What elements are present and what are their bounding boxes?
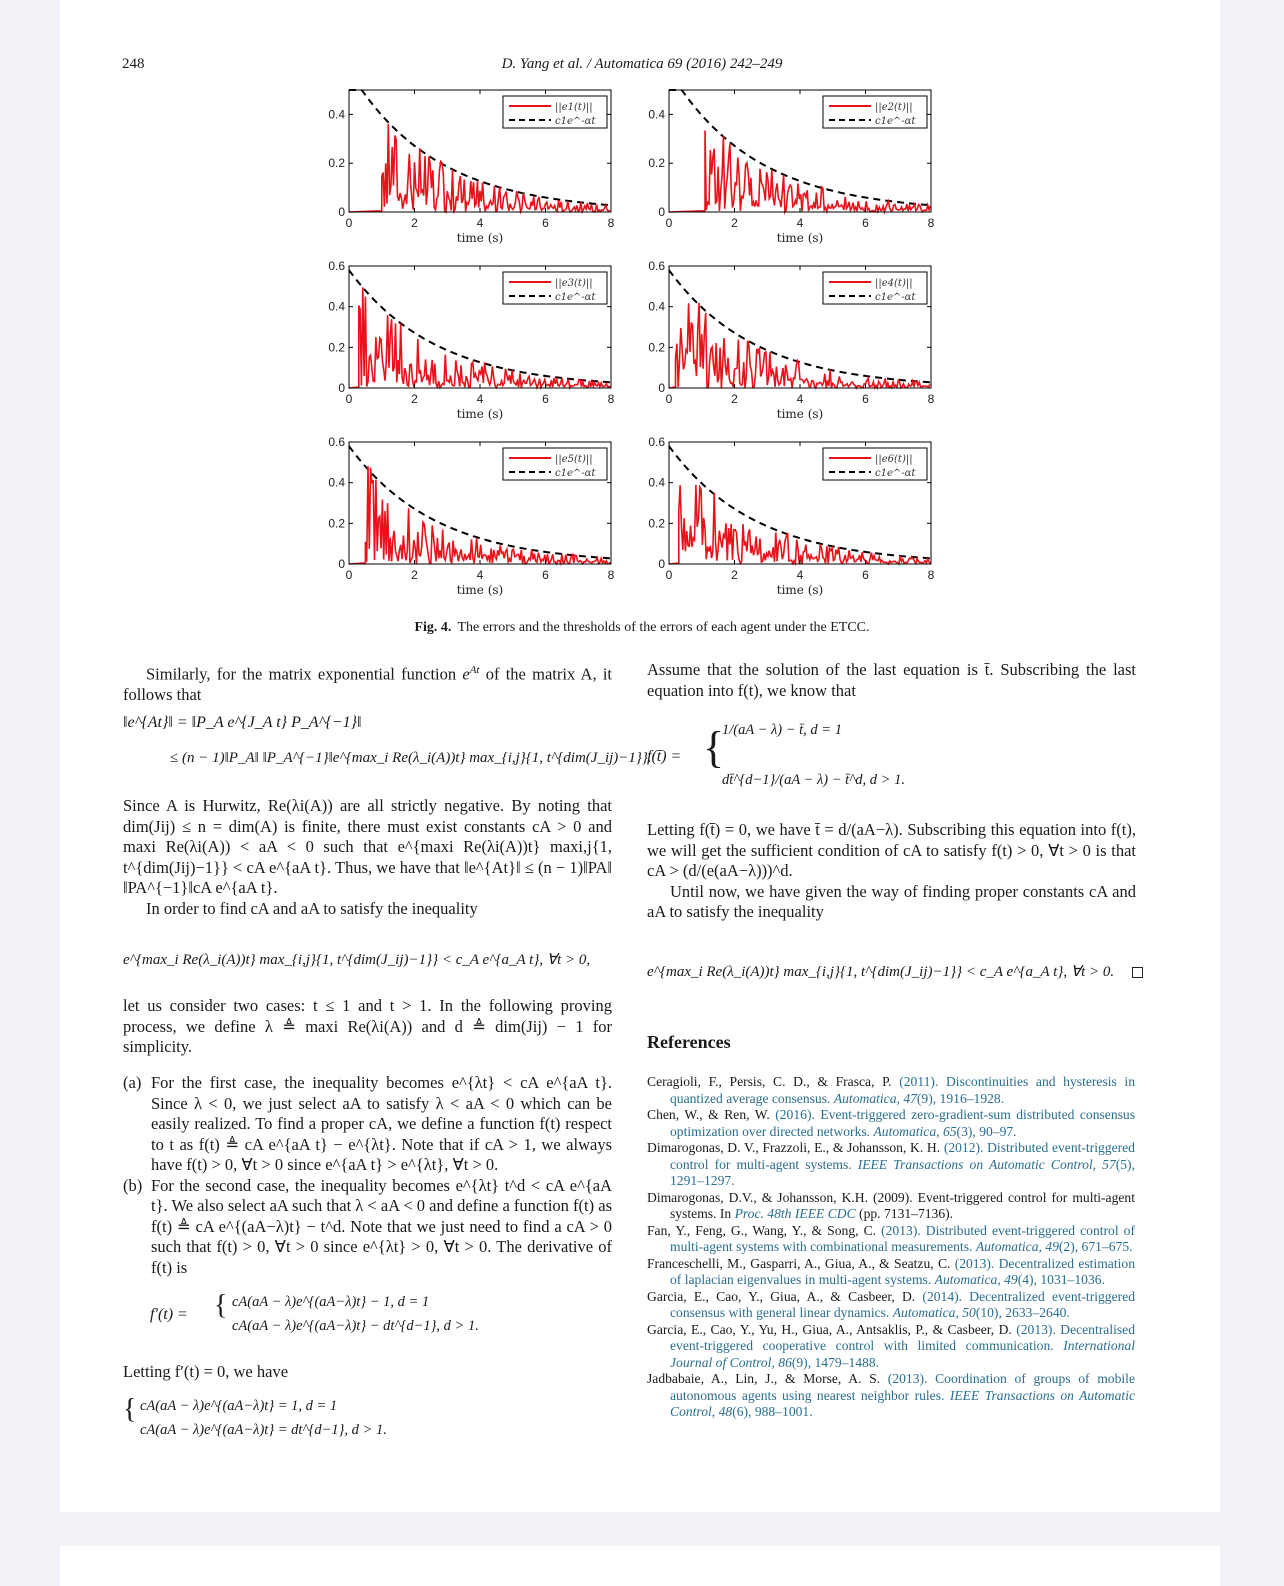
subplot-6 <box>648 435 934 597</box>
figure-caption-text: The errors and the thresholds of the errors of each agent under the ETCC. <box>457 620 870 635</box>
reference-pages: (3), 90–97. <box>956 1123 1017 1139</box>
x-tick-label: 0 <box>345 392 353 406</box>
x-tick-label: 8 <box>927 392 935 406</box>
reference-volume: 49 <box>1004 1272 1018 1287</box>
right-para-2: Letting f(t̄) = 0, we have t̄ = d/(aA−λ). Subscribing this equation into f(t), we will get the sufficient condition of cA to satisfy f(t) > 0, ∀t > 0 is that cA > (d/(e(aA−λ)))^d. Until now, we have given the way of finding proper constants cA and aA to satisfy the inequality <box>647 820 1136 921</box>
x-tick-label: 8 <box>607 568 615 582</box>
x-tick-label: 0 <box>345 216 353 230</box>
reference-link[interactable]: (2013). Coordination of groups of mobile autonomous agents using nearest neighbor rules. <box>670 1371 1135 1403</box>
x-tick-label: 2 <box>731 392 738 406</box>
legend-entry-threshold: c1e^-αt <box>875 116 916 127</box>
x-tick-label: 4 <box>476 216 484 230</box>
equation-5-row-2: dt̄^{d−1}/(aA − λ) − t̄^d, d > 1. <box>722 772 905 788</box>
reference-item <box>647 1322 1135 1372</box>
left-para-1: Similarly, for the matrix exponential function $e^{At}$ of the matrix A, it follows that <box>123 664 612 704</box>
y-tick-label: 0 <box>658 381 665 395</box>
equation-5-row-1: 1/(aA − λ) − t̄, d = 1 <box>722 722 842 738</box>
legend-entry-error: ||e1(t)|| <box>555 102 593 113</box>
x-tick-label: 8 <box>927 568 935 582</box>
equation-6: e^{max_i Re(λ_i(A))t} max_{i,j}{1, t^{dim(J_ij)−1}} < c_A e^{a_A t}, ∀t > 0. <box>647 962 1143 981</box>
x-tick-label: 0 <box>665 568 673 582</box>
reference-authors: Franceschelli, M., Gasparri, A., Giua, A., & Seatzu, C. <box>647 1255 955 1271</box>
reference-item <box>647 1107 1135 1140</box>
equation-3-row-1: cA(aA − λ)e^{(aA−λ)t} − 1, d = 1 <box>232 1294 430 1310</box>
references-heading: References <box>647 1032 731 1052</box>
case-a: (a) For the first case, the inequality becomes e^{λt} < cA e^{aA t}. Since λ < 0, we just select aA to satisfy λ < aA < 0 which can be easily realized. To find a proper cA, we define a function f(t) respect to t as f(t) ≜ cA e^{aA t} − e^{λt}. Note that if cA > 1, we always have f(t) > 0, ∀t > 0 since e^{aA t} > e^{λt}, ∀t > 0. <box>123 1073 612 1174</box>
left-para-5: Letting f′(t) = 0, we have <box>123 1362 289 1381</box>
reference-journal: Automatica, <box>975 1239 1046 1254</box>
qed-square <box>1132 967 1143 978</box>
y-tick-label: 0.2 <box>328 516 345 531</box>
reference-link[interactable]: (2012). Distributed event-triggered control for multi-agent systems. <box>670 1140 1135 1172</box>
reference-link[interactable]: (2014). Decentralized event-triggered consensus with general linear dynamics. <box>670 1288 1135 1320</box>
reference-journal: IEEE Transactions on Automatic Control, <box>857 1156 1103 1172</box>
reference-journal: Automatica, <box>873 1123 943 1139</box>
left-para-2: Since A is Hurwitz, Re(λi(A)) are all strictly negative. By noting that dim(Jij) ≤ n = dim(A) is finite, there must exist constants cA > 0 and maxi Re(λi(A)) < aA < 0 such that e^{maxi Re(λi(A))t} maxi,j{1, t^{dim(Jij)−1}} < cA e^{aA t}. Thus, we have that ‖e^{At}‖ ≤ (n − 1)‖PA‖ ‖PA^{−1}‖cA e^{aA t}. In order to find cA and aA to satisfy the inequality <box>123 796 612 918</box>
equation-4-brace: { <box>123 1394 137 1425</box>
case-list <box>123 1073 612 1278</box>
equation-2: e^{max_i Re(λ_i(A))t} max_{i,j}{1, t^{dim(J_ij)−1}} < c_A e^{a_A t}, ∀t > 0, <box>123 952 591 968</box>
reference-pages: (10), 2633–2640. <box>975 1305 1070 1320</box>
y-tick-label: 0.2 <box>648 340 665 355</box>
x-tick-label: 4 <box>796 392 804 406</box>
reference-pages: (9), 1916–1928. <box>916 1090 1005 1106</box>
legend-entry-threshold: c1e^-αt <box>555 292 596 303</box>
y-tick-label: 0.6 <box>328 435 345 449</box>
legend-entry-threshold: c1e^-αt <box>875 292 916 303</box>
reference-journal: Automatica, <box>934 1272 1005 1287</box>
reference-item <box>647 1223 1135 1256</box>
error-trace <box>669 485 930 564</box>
subplot-4 <box>648 259 934 421</box>
equation-3-row-2: cA(aA − λ)e^{(aA−λ)t} − dt^{d−1}, d > 1. <box>232 1318 479 1334</box>
reference-authors: Dimarogonas, D. V., Frazzoli, E., & Johansson, K. H. <box>647 1140 944 1155</box>
y-tick-label: 0.6 <box>328 259 345 273</box>
x-tick-label: 4 <box>476 392 484 406</box>
reference-journal: IEEE Transactions on Automatic Control, <box>670 1387 1136 1419</box>
y-tick-label: 0.4 <box>648 299 665 314</box>
equation-5-brace: { <box>703 723 725 772</box>
x-tick-label: 6 <box>862 216 869 230</box>
subplot-2 <box>648 90 934 245</box>
reference-journal: Automatica, <box>833 1090 904 1106</box>
reference-authors: Garcia, E., Cao, Y., Yu, H., Giua, A., Antsaklis, P., & Casbeer, D. <box>647 1321 1017 1337</box>
subplot-3 <box>328 259 614 421</box>
reference-volume: 48 <box>718 1404 733 1419</box>
reference-pages: (5), 1291–1297. <box>670 1156 1135 1188</box>
reference-pages: (6), 988–1001. <box>732 1404 813 1419</box>
y-tick-label: 0 <box>658 557 665 571</box>
x-axis-label: time (s) <box>456 231 504 245</box>
x-axis-label: time (s) <box>776 407 824 421</box>
y-tick-label: 0.2 <box>328 340 345 355</box>
page-number: 248 <box>122 56 145 72</box>
y-tick-label: 0.4 <box>648 475 665 490</box>
x-tick-label: 0 <box>665 216 673 230</box>
reference-journal: Proc. 48th IEEE CDC <box>734 1206 856 1221</box>
reference-authors: Ceragioli, F., Persis, C. D., & Frasca, P. <box>647 1074 900 1089</box>
legend-entry-threshold: c1e^-αt <box>555 468 596 479</box>
equation-3-brace: { <box>214 1290 228 1321</box>
equation-1-line-2: ≤ (n − 1)‖P_A‖ ‖P_A^{−1}‖e^{max_i Re(λ_i(A))t} max_{i,j}{1, t^{dim(J_ij)−1}}. <box>170 750 652 766</box>
x-tick-label: 8 <box>607 392 615 406</box>
legend-entry-error: ||e5(t)|| <box>555 454 593 465</box>
reference-pages: (4), 1031–1036. <box>1017 1272 1105 1287</box>
x-tick-label: 4 <box>476 568 484 582</box>
reference-item <box>647 1074 1135 1107</box>
error-trace <box>669 131 930 213</box>
legend-entry-error: ||e2(t)|| <box>875 102 913 113</box>
x-tick-label: 0 <box>345 568 353 582</box>
y-tick-label: 0.4 <box>328 475 345 490</box>
x-tick-label: 4 <box>796 216 804 230</box>
reference-journal: Automatica, <box>892 1305 963 1320</box>
reference-item <box>647 1371 1135 1421</box>
reference-pages: (pp. 7131–7136). <box>855 1206 954 1221</box>
y-tick-label: 0.4 <box>648 107 665 122</box>
reference-volume: 65 <box>942 1123 957 1139</box>
equation-4-row-2: cA(aA − λ)e^{(aA−λ)t} = dt^{d−1}, d > 1. <box>140 1422 387 1438</box>
right-para-3: Until now, we have given the way of finding proper constants cA and aA to satisfy the inequality <box>647 881 1136 921</box>
x-tick-label: 2 <box>411 216 418 230</box>
reference-pages: (2), 671–675. <box>1058 1239 1133 1254</box>
equation-4-row-1: cA(aA − λ)e^{(aA−λ)t} = 1, d = 1 <box>140 1398 338 1414</box>
y-tick-label: 0.4 <box>328 107 345 122</box>
y-tick-label: 0.6 <box>648 259 665 273</box>
figure-label: Fig. 4. <box>414 620 452 635</box>
y-tick-label: 0 <box>338 205 345 219</box>
y-tick-label: 0 <box>338 381 345 395</box>
left-para-3: In order to find cA and aA to satisfy the inequality <box>146 898 478 918</box>
reference-authors: Jadbabaie, A., Lin, J., & Morse, A. S. <box>647 1371 888 1386</box>
reference-item <box>647 1140 1135 1190</box>
figure-4-plots <box>0 0 1284 620</box>
y-tick-label: 0.2 <box>648 516 665 531</box>
reference-item <box>647 1256 1135 1289</box>
y-tick-label: 0 <box>338 557 345 571</box>
reference-item <box>647 1190 1135 1223</box>
legend-entry-error: ||e6(t)|| <box>875 454 913 465</box>
reference-authors: Garcia, E., Cao, Y., Giua, A., & Casbeer, D. <box>647 1288 923 1304</box>
reference-authors: Fan, Y., Feng, G., Wang, Y., & Song, C. <box>647 1222 882 1238</box>
reference-link[interactable]: (2013). Decentralised event-triggered cooperative control with limited communication. <box>670 1321 1135 1353</box>
error-trace <box>349 124 610 212</box>
next-page-sheet <box>60 1546 1220 1586</box>
subplot-1 <box>328 90 614 245</box>
y-tick-label: 0 <box>658 205 665 219</box>
x-tick-label: 2 <box>731 216 738 230</box>
reference-journal: International Journal of Control, <box>670 1338 1135 1370</box>
subplot-5 <box>328 435 614 597</box>
x-axis-label: time (s) <box>776 583 824 597</box>
reference-authors: Chen, W., & Ren, W. <box>647 1107 776 1122</box>
references-list <box>647 1074 1135 1421</box>
reference-link[interactable]: (2011). Discontinuities and hysteresis in quantized average consensus. <box>670 1074 1136 1106</box>
left-para-4: let us consider two cases: t ≤ 1 and t > 1. In the following proving process, we define λ ≜ maxi Re(λi(A)) and d ≜ dim(Jij) − 1 for simplicity. <box>123 996 612 1056</box>
x-tick-label: 2 <box>411 392 418 406</box>
x-tick-label: 0 <box>665 392 673 406</box>
x-tick-label: 2 <box>731 568 738 582</box>
x-tick-label: 4 <box>796 568 804 582</box>
reference-volume: 50 <box>962 1305 976 1320</box>
error-trace <box>669 303 930 388</box>
x-tick-label: 6 <box>862 568 869 582</box>
right-para-1: Assume that the solution of the last equation is t̄. Subscribing the last equation into f(t), we know that <box>647 660 1136 700</box>
y-tick-label: 0.4 <box>328 299 345 314</box>
x-tick-label: 8 <box>927 216 935 230</box>
equation-5-lhs: f(t̄) = <box>647 748 682 765</box>
equation-3-lhs: f′(t) = <box>150 1306 188 1323</box>
running-title: D. Yang et al. / Automatica 69 (2016) 242–249 <box>501 56 783 72</box>
equation-1-line-1: ‖e^{At}‖ = ‖P_A e^{J_A t} P_A^{−1}‖ <box>123 714 362 731</box>
x-axis-label: time (s) <box>776 231 824 245</box>
x-tick-label: 6 <box>862 392 869 406</box>
y-tick-label: 0.6 <box>648 435 665 449</box>
reference-volume: 86 <box>778 1354 792 1370</box>
x-tick-label: 6 <box>542 568 549 582</box>
x-tick-label: 6 <box>542 392 549 406</box>
y-tick-label: 0.2 <box>328 156 345 171</box>
reference-volume: 47 <box>903 1090 917 1106</box>
legend-entry-threshold: c1e^-αt <box>875 468 916 479</box>
reference-authors: Dimarogonas, D.V., & Johansson, K.H. (2009). Event-triggered control for multi-agent systems. In <box>647 1189 1135 1221</box>
y-tick-label: 0.2 <box>648 156 665 171</box>
x-tick-label: 8 <box>607 216 615 230</box>
x-axis-label: time (s) <box>456 583 504 597</box>
reference-link[interactable]: (2013). Decentralized estimation of laplacian eigenvalues in multi-agent systems. <box>670 1255 1135 1287</box>
reference-link[interactable]: (2013). Distributed event-triggered control of multi-agent systems with combinational measurements. <box>670 1222 1135 1254</box>
x-axis-label: time (s) <box>456 407 504 421</box>
reference-volume: 57 <box>1102 1156 1116 1172</box>
case-b: (b) For the second case, the inequality becomes e^{λt} t^d < cA e^{aA t}. We also select aA such that λ < aA < 0 and define a function f(t) as f(t) ≜ cA e^{(aA−λ)t} − t^d. Note that we just need to find a cA > 0 such that f(t) > 0, ∀t > 0 since e^{λt} > 0, ∀t > 0. The derivative of f(t) is <box>123 1175 612 1277</box>
x-tick-label: 2 <box>411 568 418 582</box>
reference-volume: 49 <box>1045 1239 1059 1254</box>
legend-entry-error: ||e4(t)|| <box>875 278 913 289</box>
reference-link[interactable]: (2016). Event-triggered zero-gradient-sum distributed consensus optimization over directed networks. <box>670 1107 1136 1139</box>
reference-item <box>647 1289 1135 1322</box>
reference-pages: (9), 1479–1488. <box>791 1354 880 1370</box>
figure-caption <box>0 620 1284 636</box>
x-tick-label: 6 <box>542 216 549 230</box>
legend-entry-error: ||e3(t)|| <box>555 278 593 289</box>
legend-entry-threshold: c1e^-αt <box>555 116 596 127</box>
error-trace <box>349 466 610 564</box>
